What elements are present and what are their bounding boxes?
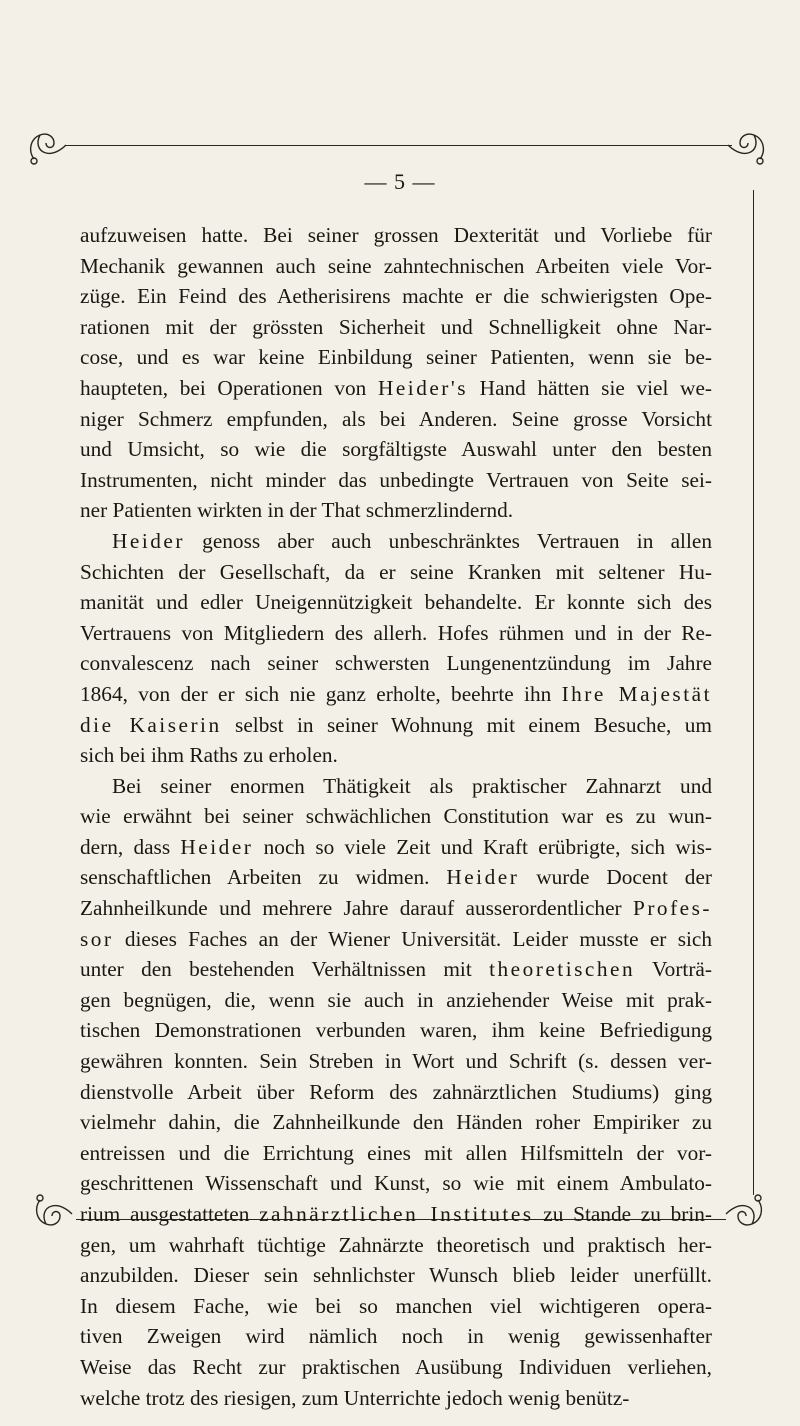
text-line [80, 587, 712, 618]
frame-top-rule [66, 145, 732, 146]
text-run: noch so viele Zeit und Kraft erübrigte, sich wis- [253, 834, 712, 859]
text-run: Vorträ- [635, 957, 712, 982]
text-run: Weise das Recht zur praktischen Ausübung Individuen verliehen, [80, 1354, 712, 1379]
text-run: manität und edler Uneigennützigkeit behandelte. Er konnte sich des [80, 590, 712, 615]
text-run: dienstvolle Arbeit über Reform des zahnärztlichen Studiums) ging [80, 1079, 712, 1104]
text-line [80, 801, 712, 832]
text-run: senschaftlichen Arbeiten zu widmen. [80, 865, 447, 890]
text-line [80, 251, 712, 282]
text-run: unter den bestehenden Verhältnissen mit [80, 957, 490, 982]
text-run: selbst in seiner Wohnung mit einem Besuche, um [221, 712, 712, 737]
floral-corner-icon [30, 1190, 74, 1234]
floral-corner-icon [726, 125, 770, 169]
text-line [80, 954, 712, 985]
text-line [80, 740, 712, 771]
text-line [80, 893, 712, 924]
text-line [80, 465, 712, 496]
text-line [80, 1383, 712, 1414]
text-run: geschrittenen Wissenschaft und Kunst, so wie mit einem Ambulato- [80, 1171, 712, 1196]
spaced-emphasis: Heider [180, 834, 254, 859]
text-line [80, 679, 712, 710]
text-run: welche trotz des riesigen, zum Unterrichte jedoch wenig benütz- [80, 1385, 630, 1410]
text-line [80, 220, 712, 251]
text-run: entreissen und die Errichtung eines mit allen Hilfsmitteln der vor- [80, 1140, 712, 1165]
text-run: Schichten der Gesellschaft, da er seine Kranken mit seltener Hu- [80, 559, 712, 584]
spaced-emphasis: Heider [112, 528, 185, 553]
text-run: wurde Docent der [519, 865, 712, 890]
text-run: convalescenz nach seiner schwersten Lungenentzündung im Jahre [80, 651, 712, 676]
text-run: Instrumenten, nicht minder das unbedingte Vertrauen von Seite sei- [80, 467, 712, 492]
frame-right-rule [753, 190, 754, 1195]
text-run: niger Schmerz empfunden, als bei Anderen. Seine grosse Vorsicht [80, 406, 712, 431]
spaced-emphasis: Ihre Majestät [561, 681, 712, 706]
text-run: vielmehr dahin, die Zahnheilkunde den Händen roher Empiriker zu [80, 1110, 712, 1135]
text-line [80, 1077, 712, 1108]
text-line [80, 404, 712, 435]
text-line [80, 771, 712, 802]
text-run: züge. Ein Feind des Aetherisirens machte er die schwierigsten Ope- [80, 284, 712, 309]
text-line [80, 924, 712, 955]
text-run: 1864, von der er sich nie ganz erholte, beehrte ihn [80, 681, 562, 706]
text-line [80, 1015, 712, 1046]
text-run: tischen Demonstrationen verbunden waren, ihm keine Befriedigung [80, 1018, 712, 1043]
text-run: tiven Zweigen wird nämlich noch in wenig gewissenhafter [80, 1324, 712, 1349]
text-line [80, 1230, 712, 1261]
text-line [80, 557, 712, 588]
spaced-emphasis: zahnärztlichen Institutes [259, 1202, 534, 1226]
text-run: Vertrauens von Mitgliedern des allerh. Hofes rühmen und in der Re- [80, 620, 712, 645]
text-run: rium ausgestatteten [80, 1202, 260, 1226]
text-run: genoss aber auch unbeschränktes Vertrauen in allen [184, 528, 712, 553]
text-line [80, 1291, 712, 1322]
spaced-emphasis: Profes- [632, 896, 712, 921]
text-line [80, 648, 712, 679]
text-run: cose, und es war keine Einbildung seiner Patienten, wenn sie be- [80, 345, 712, 370]
spaced-emphasis: Heider's [377, 375, 469, 400]
page-number: — 5 — [364, 169, 436, 194]
text-line [80, 434, 712, 465]
spaced-emphasis: die Kaiserin [80, 712, 222, 737]
text-run: dieses Faches an der Wiener Universität. Leider musste er sich [113, 926, 712, 951]
spaced-emphasis: sor [80, 926, 114, 951]
text-line [80, 1046, 712, 1077]
text-line [80, 342, 712, 373]
text-run: anzubilden. Dieser sein sehnlichster Wunsch blieb leider unerfüllt. [80, 1263, 712, 1288]
text-run: und Umsicht, so wie die sorgfältigste Auswahl unter den besten [80, 437, 712, 462]
text-run: Bei seiner enormen Thätigkeit als praktischer Zahnarzt und [112, 773, 712, 798]
text-line [80, 1352, 712, 1383]
text-line [80, 1321, 712, 1352]
text-run: aufzuweisen hatte. Bei seiner grossen Dexterität und Vorliebe für [80, 223, 712, 247]
text-line [80, 526, 712, 557]
text-run: haupteten, bei Operationen von [80, 375, 378, 400]
text-run: Mechanik gewannen auch seine zahntechnischen Arbeiten viele Vor- [80, 253, 712, 278]
text-line [80, 312, 712, 343]
text-line [80, 1260, 712, 1291]
text-run: gen begnügen, die, wenn sie auch in anziehender Weise mit prak- [80, 987, 712, 1012]
text-line [80, 1199, 712, 1230]
floral-corner-icon [724, 1190, 768, 1234]
text-line [80, 618, 712, 649]
text-line [80, 862, 712, 893]
text-run: In diesem Fache, wie bei so manchen viel wichtigeren opera- [80, 1293, 712, 1318]
text-line [80, 1107, 712, 1138]
text-line [80, 373, 712, 404]
text-run: gewähren konnten. Sein Streben in Wort und Schrift (s. dessen ver- [80, 1049, 712, 1074]
text-run: ner Patienten wirkten in der That schmerzlindernd. [80, 498, 514, 523]
text-run: wie erwähnt bei seiner schwächlichen Constitution war es zu wun- [80, 804, 712, 829]
text-line [80, 710, 712, 741]
spaced-emphasis: theoretischen [489, 957, 636, 982]
floral-corner-icon [24, 125, 68, 169]
text-run: zu Stande zu brin- [533, 1202, 712, 1226]
spaced-emphasis: Heider [446, 865, 520, 890]
text-line [80, 832, 712, 863]
text-line [80, 1168, 712, 1199]
text-run: sich bei ihm Raths zu erholen. [80, 743, 338, 768]
text-run: rationen mit der grössten Sicherheit und Schnelligkeit ohne Nar- [80, 314, 712, 339]
text-run: Zahnheilkunde und mehrere Jahre darauf ausserordentlicher [80, 896, 633, 921]
text-run: Hand hätten sie viel we- [468, 375, 712, 400]
text-run: dern, dass [80, 834, 181, 859]
text-line [80, 985, 712, 1016]
text-run: gen, um wahrhaft tüchtige Zahnärzte theoretisch und praktisch her- [80, 1232, 712, 1257]
body-text [80, 220, 712, 1413]
text-line [80, 1138, 712, 1169]
text-line [80, 281, 712, 312]
text-line [80, 495, 712, 526]
